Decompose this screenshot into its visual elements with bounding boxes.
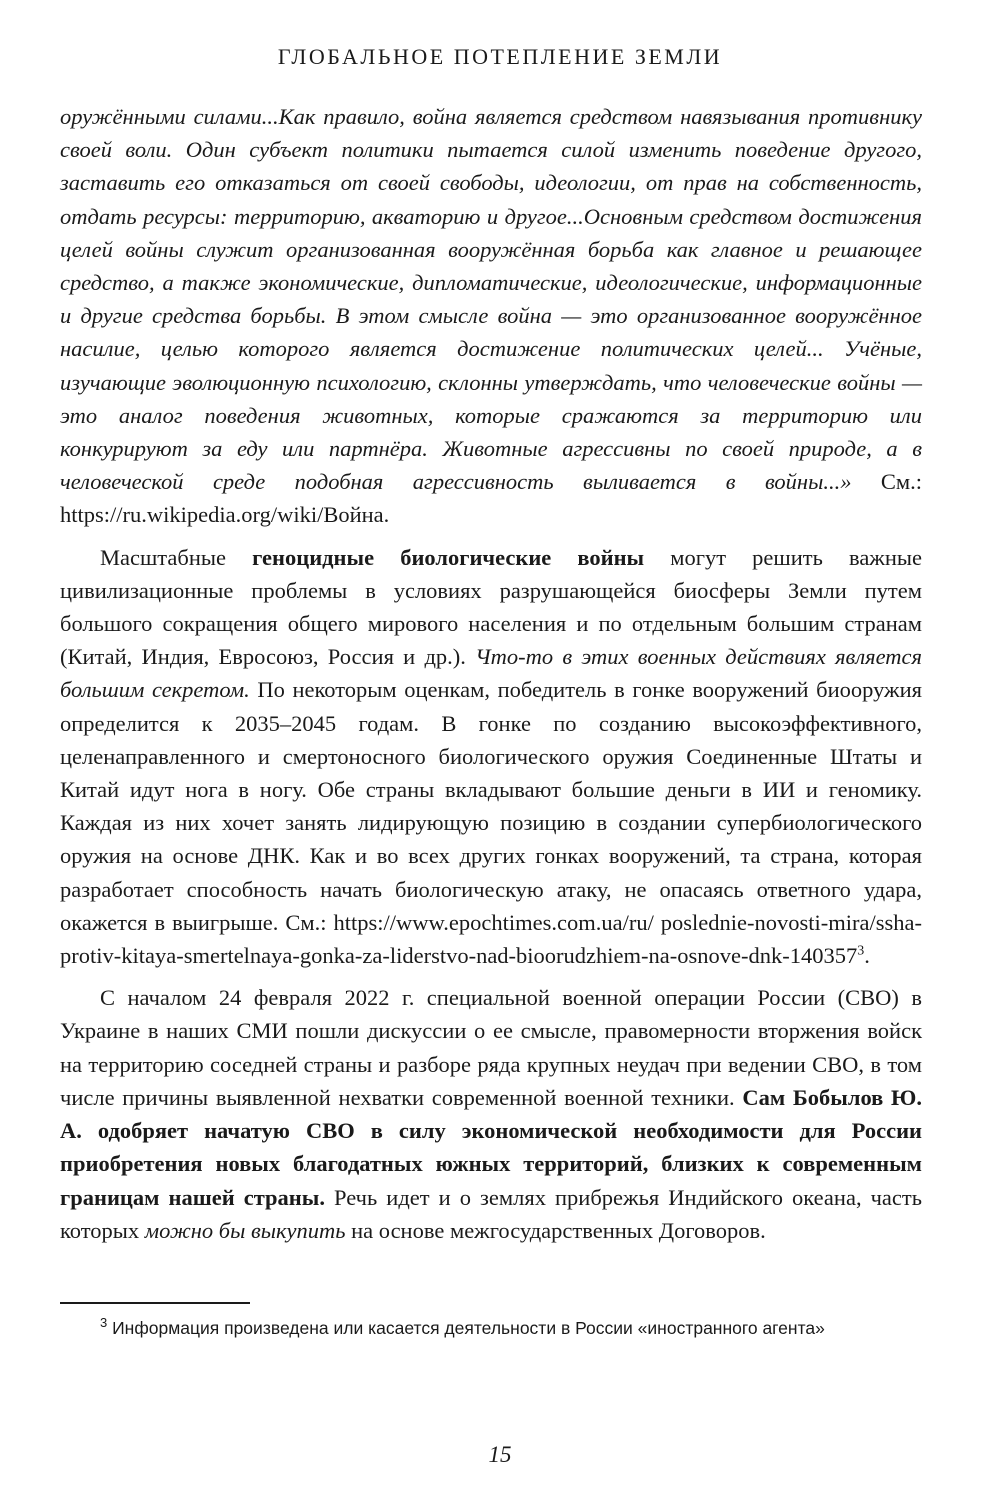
p2-italic-phrase: Что-то в этих военных действиях является большим секретом. [60,644,922,703]
p3-text-end: на основе межгосударственных Договоров. [345,1217,766,1243]
p2-text-start: Масштабные [100,544,253,570]
paragraph-quote [60,100,922,532]
footnote-divider [60,1302,250,1304]
running-header: ГЛОБАЛЬНОЕ ПОТЕПЛЕНИЕ ЗЕМЛИ [277,44,723,69]
page-number: 15 [488,1442,512,1467]
epochtimes-link[interactable]: https://www.epochtimes.com.ua/ru/ poslednie-novosti-mira/ssha-protiv-kitaya-smertelnaya-gonka-za-liderstvo-nad-bioorudzhiem-na-osnove-dnk-140357 [60,909,923,969]
p3-text-mid: Речь идет и о землях прибрежья Индийского океана, часть которых [60,1184,922,1243]
quote-text: оружёнными силами...Как правило, война является средством навязывания противнику своей воли. Один субъект политики пытается силой изменить поведение другого, заставить его отказаться от своей свободы, идеологии, от прав на собственность, отдать ресурсы: территорию, акваторию и другое...Основным средством достижения целей войны служит организованная вооружённая борьба как главное и решающее средство, а также экономические, дипломатические, идеологические, информационные и другие средства борьбы. В этом смысле война — это организованное вооружённое насилие, целью которого является достижение политических целей... Учёные, изучающие эволюционную психологию, склонны утверждать, что человеческие войны — это аналог поведения животных, которые сражаются за территорию или конкурируют за еду или партнёра. Животные агрессивны по своей природе, а в человеческой среде подобная агрессивность выливается в войны...» [60,104,922,495]
p3-text-start: С началом 24 февраля 2022 г. специальной военной операции России (СВО) в Украине в наших СМИ пошли дискуссии о ее смысле, правомерности вторжения войск на территорию соседней страны и разборе ряда крупных неудач при ведении СВО, в том числе причины выявленной нехватки современной военной техники. [60,985,922,1110]
reference-prefix: См.: [851,469,923,495]
p2-text-mid: могут решить важные цивилизационные проблемы в условиях разрушающейся биосферы Земли путем большого сокращения общего мирового населения и по отдельным большим странам (Китай, Индия, Евросоюз, Россия и др.). [60,544,923,670]
wikipedia-link[interactable]: https://ru.wikipedia.org/wiki/Война. [60,502,390,528]
footnote-text: Информация произведена или касается деятельности в России «иностранного агента» [107,1318,825,1338]
p2-bold-phrase: геноцидные биологические войны [252,544,645,570]
p3-italic-phrase: можно бы выкупить [144,1217,346,1243]
p2-text-end: По некоторым оценкам, победитель в гонке вооружений биооружия определится к 2035–2045 годам. В гонке по созданию высокоэффективного, целенаправленного и смертоносного биологического оружия Соединенные Штаты и Китай идут нога в ногу. Обе страны вкладывают большие деньги в ИИ и геномику. Каждая из них хочет занять лидирующую позицию в создании супербиологического оружия на основе ДНК. Как и во всех других гонках вооружений, та страна, которая разработает способность начать биологическую атаку, не опасаясь ответного удара, окажется в выигрыше. См.: [60,677,922,935]
p2-link-end: . [864,943,870,969]
paragraph-svo [60,981,922,1247]
main-text [60,100,922,1247]
p3-bold-statement: Сам Бобылов Ю. А. одобряет начатую СВО в силу экономической необходимости для России приобретения новых благодатных южных территорий, близких к современным границам нашей страны. [60,1084,922,1210]
footnote [60,1314,922,1343]
paragraph-bioweapons [60,541,922,973]
footnote-marker[interactable]: 3 [857,943,865,959]
footnote-number: 3 [100,1315,108,1331]
